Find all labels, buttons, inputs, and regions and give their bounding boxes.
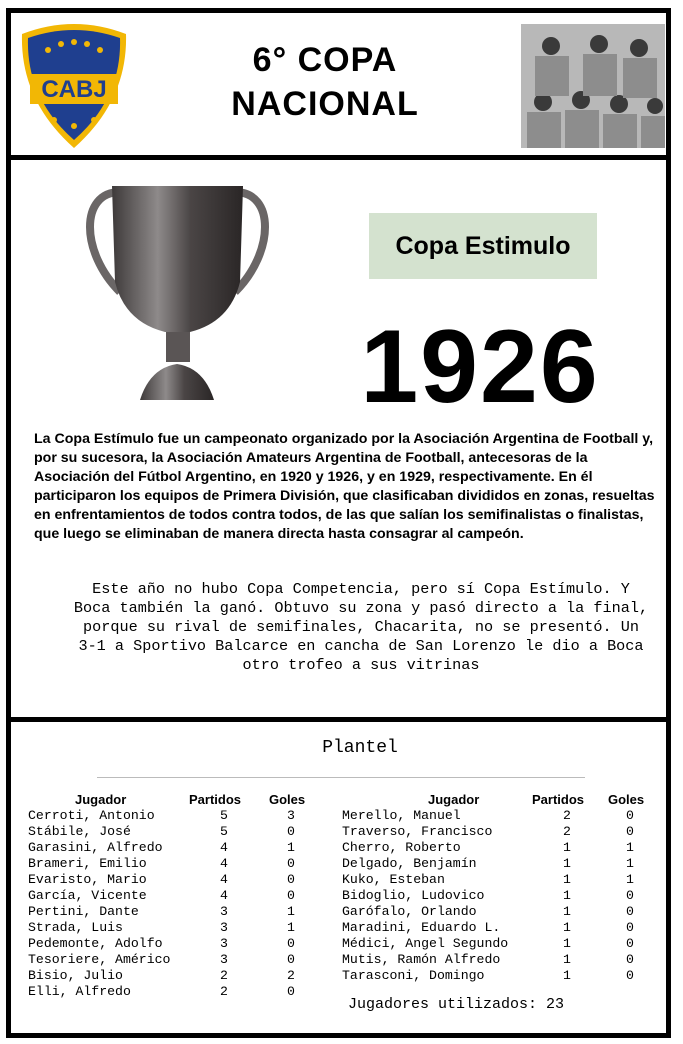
player-name: Médici, Angel Segundo [342,936,509,951]
player-goals: 0 [287,824,295,839]
table-row [0,952,683,968]
left-header-goals: Goles [269,792,306,807]
player-matches: 3 [220,936,228,951]
player-matches: 2 [563,808,571,823]
table-row [0,856,683,872]
player-matches: 1 [563,968,571,983]
player-goals: 0 [626,968,634,983]
player-goals: 0 [626,904,634,919]
players-used-summary: Jugadores utilizados: 23 [348,996,565,1013]
player-goals: 1 [287,840,295,855]
player-matches: 4 [220,856,228,871]
title-line-1: 6° COPA [252,41,398,79]
player-goals: 1 [626,840,634,855]
player-name: Stábile, José [28,824,131,839]
player-matches: 2 [563,824,571,839]
header-divider [6,155,671,160]
player-name: Bidoglio, Ludovico [342,888,485,903]
year-label: 1926 [360,309,600,425]
cabj-crest-logo [18,20,130,150]
player-name: Cherro, Roberto [342,840,461,855]
player-name: Pedemonte, Adolfo [28,936,163,951]
player-matches: 1 [563,888,571,903]
player-goals: 1 [626,872,634,887]
table-row [0,824,683,840]
player-goals: 1 [287,920,295,935]
left-header-matches: Partidos [189,792,242,807]
player-goals: 1 [287,904,295,919]
player-goals: 0 [626,952,634,967]
table-row [0,872,683,888]
player-goals: 1 [626,856,634,871]
player-matches: 3 [220,920,228,935]
player-name: Garasini, Alfredo [28,840,163,855]
player-name: Kuko, Esteban [342,872,445,887]
plantel-rule [97,777,585,778]
player-matches: 5 [220,824,228,839]
story-paragraph: Este año no hubo Copa Competencia, pero sí Copa Estímulo. Y Boca también la ganó. Obtuvo su zona y pasó directo a la final, porque su rival de semifinales, Chacarita, no se presentó. Un 3-1 a Sportivo Balcarce en cancha de San Lorenzo le dio a Boca otro trofeo a sus vitrinas [73,580,649,674]
plantel-title: Plantel [322,738,398,758]
player-name: Maradini, Eduardo L. [342,920,501,935]
description-paragraph: La Copa Estímulo fue un campeonato organizado por la Asociación Argentina de Football y, por su sucesora, la Asociación Amateurs Argentina de Football, antecesoras de la Asociación del Fútbol Argentino, en 1920 y 1926, y en 1929, respectivamente. En él participaron los equipos de Primera División, que clasificaban divididos en zonas, resueltas en enfrentamientos de todos contra todos, de las que salían los semifinalistas o finalistas, que luego se eliminaban de manera directa hasta consagrar al campeón. [34,431,655,542]
player-goals: 3 [287,808,295,823]
page-title [150,38,500,126]
player-matches: 4 [220,888,228,903]
player-name: Pertini, Dante [28,904,139,919]
player-name: Garófalo, Orlando [342,904,477,919]
player-matches: 1 [563,856,571,871]
table-row [0,936,683,952]
player-goals: 0 [287,936,295,951]
player-matches: 1 [563,936,571,951]
player-name: Elli, Alfredo [28,984,131,999]
player-matches: 4 [220,840,228,855]
player-name: García, Vicente [28,888,147,903]
player-goals: 0 [287,888,295,903]
player-goals: 0 [287,872,295,887]
right-header-player: Jugador [428,792,480,807]
player-matches: 1 [563,904,571,919]
table-row [0,904,683,920]
table-row [0,840,683,856]
plantel-divider [6,717,671,722]
player-matches: 3 [220,952,228,967]
table-row [0,984,683,1000]
title-line-2: NACIONAL [231,85,419,123]
player-matches: 3 [220,904,228,919]
player-name: Delgado, Benjamín [342,856,477,871]
player-matches: 2 [220,984,228,999]
player-matches: 1 [563,920,571,935]
player-name: Cerroti, Antonio [28,808,155,823]
table-row [0,808,683,824]
player-goals: 0 [626,824,634,839]
trophy-cup-image [80,172,275,412]
player-goals: 0 [287,952,295,967]
player-goals: 0 [287,984,295,999]
player-name: Merello, Manuel [342,808,461,823]
player-matches: 5 [220,808,228,823]
player-matches: 4 [220,872,228,887]
table-row [0,968,683,984]
player-goals: 0 [626,888,634,903]
right-header-matches: Partidos [532,792,585,807]
player-matches: 1 [563,952,571,967]
table-row [0,888,683,904]
player-goals: 0 [626,920,634,935]
player-name: Bisio, Julio [28,968,123,983]
player-name: Traverso, Francisco [342,824,493,839]
table-row [0,920,683,936]
player-goals: 0 [626,936,634,951]
player-matches: 1 [563,840,571,855]
player-name: Mutis, Ramón Alfredo [342,952,501,967]
player-name: Brameri, Emilio [28,856,147,871]
copa-name-badge: Copa Estimulo [369,213,597,279]
left-header-player: Jugador [75,792,127,807]
crest-text: CABJ [41,76,107,103]
player-goals: 0 [287,856,295,871]
player-matches: 2 [220,968,228,983]
player-name: Tarasconi, Domingo [342,968,485,983]
player-name: Strada, Luis [28,920,123,935]
right-header-goals: Goles [608,792,645,807]
team-photo [521,24,665,148]
player-goals: 2 [287,968,295,983]
player-name: Tesoriere, Américo [28,952,171,967]
player-matches: 1 [563,872,571,887]
player-name: Evaristo, Mario [28,872,147,887]
player-goals: 0 [626,808,634,823]
